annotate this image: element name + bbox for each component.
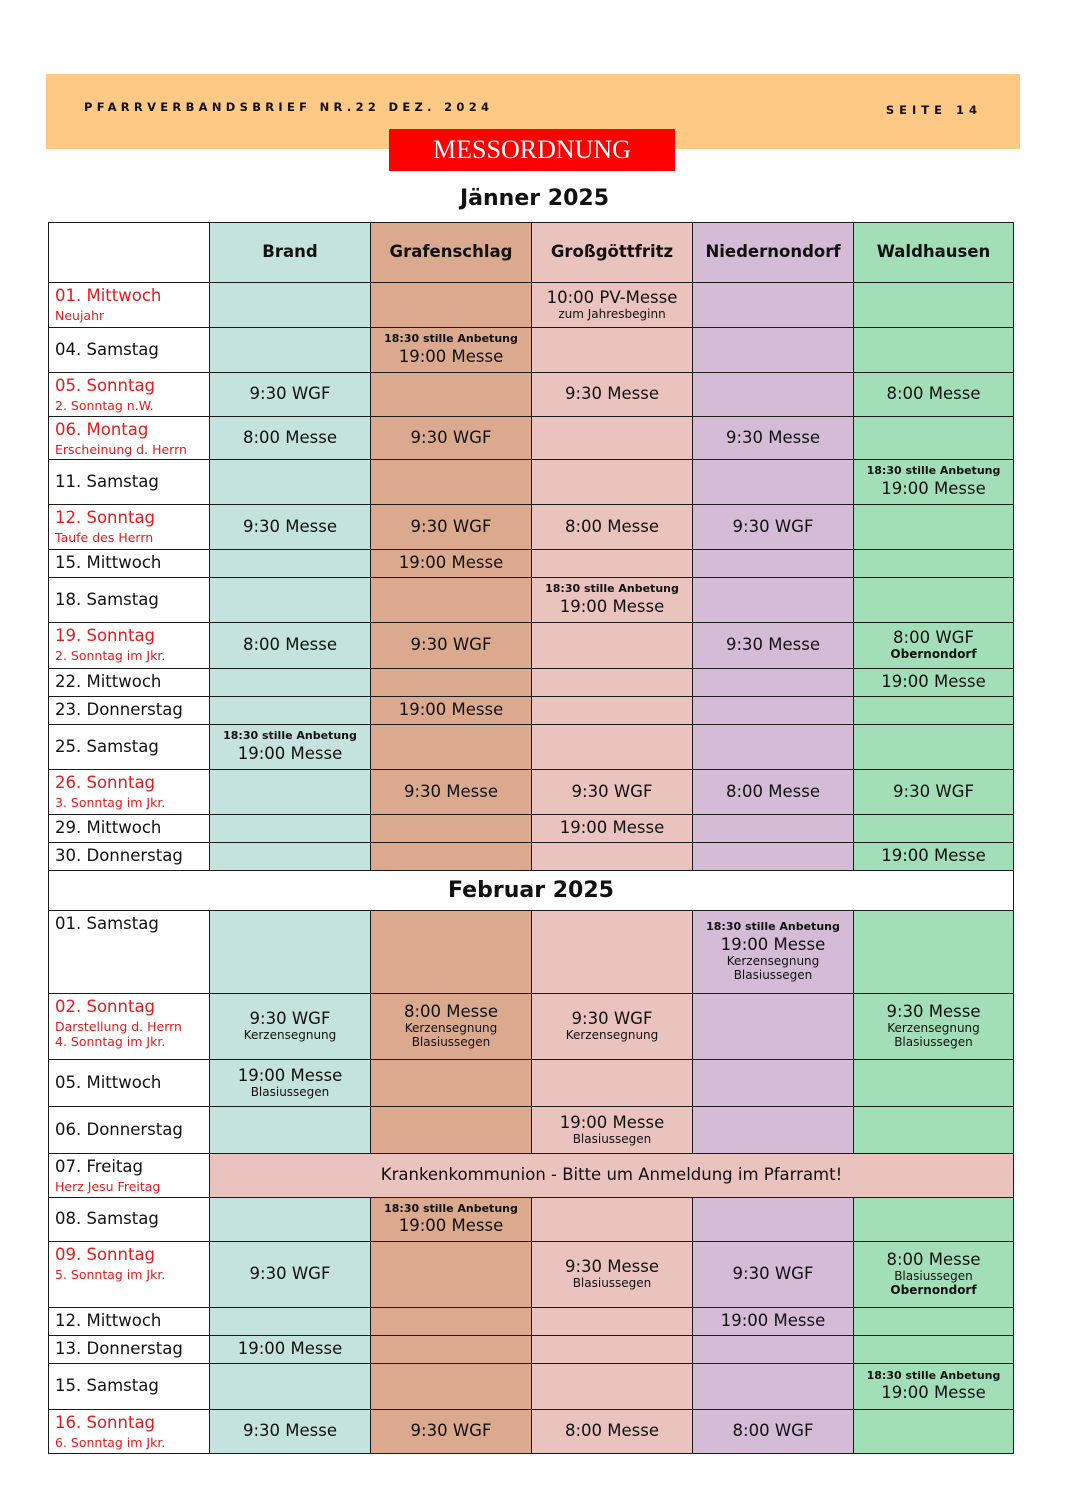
cell-service: 8:00 WGF (893, 628, 974, 648)
cell-service: 9:30 WGF (571, 1009, 653, 1029)
schedule-row (49, 623, 1014, 669)
cell-service: 8:00 Messe (564, 1421, 660, 1441)
liturgical-note: 6. Sonntag im Jkr. (55, 1434, 166, 1450)
cell-niedernondorf (693, 550, 854, 578)
day-label: 04. Samstag (55, 339, 159, 359)
cell-note: Blasiussegen (894, 1269, 973, 1284)
cell-service: 9:30 Messe (564, 384, 660, 404)
liturgical-note: Taufe des Herrn (55, 529, 154, 545)
cell-service: 19:00 Messe (881, 478, 986, 498)
cell-brand (210, 1198, 371, 1242)
schedule-row (49, 1154, 1014, 1198)
cell-grafenschlag (371, 1198, 532, 1242)
month-title-february: Februar 2025 (49, 871, 1014, 911)
cell-service: 9:30 Messe (725, 635, 821, 655)
cell-service: 9:30 WGF (249, 384, 331, 404)
cell-service: 9:30 WGF (410, 427, 492, 447)
cell-service: 8:00 Messe (242, 427, 338, 447)
cell-waldhausen (854, 697, 1014, 725)
cell-niedernondorf (693, 417, 854, 460)
cell-brand (210, 460, 371, 505)
cell-service: 10:00 PV-Messe (546, 287, 678, 307)
cell-service: 19:00 Messe (720, 935, 826, 955)
schedule-row (49, 373, 1014, 417)
cell-grafenschlag (371, 505, 532, 550)
cell-brand (210, 283, 371, 328)
cell-niedernondorf (693, 1242, 854, 1308)
cell-grossgoettfritz (532, 1242, 693, 1308)
cell-service: 19:00 Messe (881, 1383, 986, 1403)
liturgical-note: 2. Sonntag n.W. (55, 397, 154, 413)
day-cell (49, 843, 210, 871)
liturgical-note: Darstellung d. Herrn (55, 1018, 182, 1034)
day-cell (49, 1242, 210, 1308)
cell-grossgoettfritz (532, 578, 693, 623)
day-cell (49, 669, 210, 697)
day-cell (49, 1154, 210, 1198)
cell-grafenschlag (371, 623, 532, 669)
schedule-row (49, 1060, 1014, 1107)
column-header-niedernondorf: Niedernondorf (693, 223, 854, 283)
cell-grossgoettfritz (532, 1198, 693, 1242)
cell-service: 19:00 Messe (881, 672, 986, 692)
cell-waldhausen (854, 815, 1014, 843)
cell-service: 9:30 WGF (410, 516, 492, 536)
day-label: 13. Donnerstag (55, 1339, 183, 1358)
day-label: 16. Sonntag (55, 1413, 156, 1432)
day-label: 01. Mittwoch (55, 286, 162, 305)
cell-niedernondorf (693, 283, 854, 328)
cell-niedernondorf (693, 669, 854, 697)
cell-service: 9:30 WGF (410, 635, 492, 655)
schedule-row (49, 770, 1014, 815)
schedule-row (49, 1198, 1014, 1242)
schedule-row (49, 911, 1014, 994)
cell-grossgoettfritz (532, 550, 693, 578)
cell-grossgoettfritz (532, 843, 693, 871)
cell-brand (210, 623, 371, 669)
cell-service: 19:00 Messe (398, 700, 504, 720)
liturgical-note: Neujahr (55, 307, 105, 323)
cell-grossgoettfritz (532, 283, 693, 328)
cell-note: 18:30 stille Anbetung (545, 582, 679, 596)
cell-grafenschlag (371, 550, 532, 578)
schedule-row (49, 1336, 1014, 1364)
cell-grafenschlag (371, 770, 532, 815)
cell-waldhausen (854, 417, 1014, 460)
cell-waldhausen (854, 1308, 1014, 1336)
cell-note: Blasiussegen (894, 1034, 973, 1049)
day-label: 06. Montag (55, 420, 149, 439)
day-cell (49, 994, 210, 1060)
cell-waldhausen (854, 1060, 1014, 1107)
cell-service: 19:00 Messe (237, 743, 343, 763)
liturgical-note: 2. Sonntag im Jkr. (55, 647, 166, 663)
day-label: 05. Mittwoch (55, 1072, 162, 1092)
cell-waldhausen (854, 1107, 1014, 1154)
cell-service: 9:30 WGF (732, 516, 814, 536)
page-title: MESSORDNUNG (389, 129, 675, 171)
cell-note: Obernondorf (890, 647, 977, 662)
column-header-brand: Brand (210, 223, 371, 283)
cell-waldhausen (854, 1410, 1014, 1454)
cell-brand (210, 1060, 371, 1107)
schedule-row (49, 1410, 1014, 1454)
cell-grossgoettfritz (532, 1364, 693, 1410)
schedule-row (49, 328, 1014, 373)
schedule-row (49, 460, 1014, 505)
cell-grafenschlag (371, 1308, 532, 1336)
cell-brand (210, 725, 371, 770)
cell-niedernondorf (693, 1060, 854, 1107)
cell-niedernondorf (693, 843, 854, 871)
day-label: 26. Sonntag (55, 773, 156, 792)
cell-grafenschlag (371, 697, 532, 725)
cell-grossgoettfritz (532, 994, 693, 1060)
page-number: SEITE 14 (885, 103, 982, 117)
schedule-row (49, 669, 1014, 697)
column-header-grossgoettfritz: Großgöttfritz (532, 223, 693, 283)
liturgical-note: 5. Sonntag im Jkr. (55, 1266, 166, 1282)
schedule-row (49, 505, 1014, 550)
day-label: 18. Samstag (55, 589, 159, 609)
cell-grossgoettfritz (532, 460, 693, 505)
newsletter-title: PFARRVERBANDSBRIEF NR.22 DEZ. 2024 (84, 100, 494, 114)
cell-brand (210, 505, 371, 550)
day-cell (49, 725, 210, 770)
cell-niedernondorf (693, 1410, 854, 1454)
cell-note: Blasiussegen (733, 967, 813, 982)
cell-note: Blasiussegen (572, 1131, 652, 1146)
cell-niedernondorf (693, 911, 854, 994)
cell-niedernondorf (693, 460, 854, 505)
schedule-row (49, 843, 1014, 871)
day-cell (49, 578, 210, 623)
cell-service: 9:30 Messe (242, 1421, 338, 1441)
cell-brand (210, 1308, 371, 1336)
day-cell (49, 505, 210, 550)
cell-note: 18:30 stille Anbetung (866, 464, 1001, 478)
schedule-row (49, 283, 1014, 328)
cell-niedernondorf (693, 373, 854, 417)
cell-grafenschlag (371, 994, 532, 1060)
cell-service: 9:30 WGF (732, 1264, 814, 1284)
header-row (49, 223, 1014, 283)
cell-grossgoettfritz (532, 1060, 693, 1107)
cell-service: 9:30 Messe (886, 1002, 981, 1022)
day-cell (49, 328, 210, 373)
cell-brand (210, 770, 371, 815)
cell-service: 19:00 Messe (237, 1339, 343, 1359)
cell-note: 18:30 stille Anbetung (384, 332, 518, 346)
cell-waldhausen (854, 283, 1014, 328)
day-cell (49, 911, 210, 994)
corner-cell (49, 223, 210, 283)
cell-grossgoettfritz (532, 417, 693, 460)
day-cell (49, 373, 210, 417)
cell-waldhausen (854, 373, 1014, 417)
cell-grafenschlag (371, 1242, 532, 1308)
schedule-row (49, 1242, 1014, 1308)
cell-brand (210, 328, 371, 373)
cell-service: 8:00 Messe (725, 781, 821, 801)
day-label: 30. Donnerstag (55, 846, 183, 865)
cell-niedernondorf (693, 1364, 854, 1410)
cell-brand (210, 697, 371, 725)
day-label: 15. Samstag (55, 1376, 159, 1396)
cell-grossgoettfritz (532, 725, 693, 770)
cell-niedernondorf (693, 1308, 854, 1336)
cell-brand (210, 373, 371, 417)
cell-service: 19:00 Messe (720, 1311, 826, 1331)
cell-waldhausen (854, 994, 1014, 1060)
cell-waldhausen (854, 725, 1014, 770)
cell-grafenschlag (371, 911, 532, 994)
day-cell (49, 1410, 210, 1454)
liturgical-note: 3. Sonntag im Jkr. (55, 794, 166, 810)
cell-service: 8:00 Messe (403, 1002, 499, 1022)
month-title-january: Jänner 2025 (459, 186, 609, 211)
cell-brand (210, 550, 371, 578)
cell-waldhausen (854, 328, 1014, 373)
cell-grafenschlag (371, 328, 532, 373)
cell-service: 19:00 Messe (398, 346, 504, 366)
cell-brand (210, 1410, 371, 1454)
schedule-row (49, 815, 1014, 843)
day-cell (49, 460, 210, 505)
liturgical-note: Herz Jesu Freitag (55, 1178, 161, 1194)
day-label: 12. Mittwoch (55, 1311, 162, 1330)
cell-waldhausen (854, 1336, 1014, 1364)
cell-grafenschlag (371, 669, 532, 697)
day-label: 08. Samstag (55, 1209, 159, 1229)
cell-note: 18:30 stille Anbetung (866, 1368, 1001, 1382)
day-cell (49, 1364, 210, 1410)
cell-waldhausen (854, 505, 1014, 550)
day-cell (49, 1107, 210, 1154)
day-label: 06. Donnerstag (55, 1119, 183, 1139)
cell-grossgoettfritz (532, 373, 693, 417)
cell-note: Kerzensegnung (887, 1021, 980, 1036)
day-label: 09. Sonntag (55, 1245, 156, 1264)
cell-note: Blasiussegen (572, 1276, 652, 1291)
cell-grafenschlag (371, 417, 532, 460)
day-label: 05. Sonntag (55, 376, 156, 395)
cell-note: Blasiussegen (411, 1034, 491, 1049)
cell-grossgoettfritz (532, 1336, 693, 1364)
cell-service: 8:00 Messe (242, 635, 338, 655)
cell-service: 19:00 Messe (559, 596, 665, 616)
cell-service: 19:00 Messe (398, 1216, 504, 1236)
cell-grafenschlag (371, 283, 532, 328)
day-label: 02. Sonntag (55, 997, 156, 1016)
day-label: 19. Sonntag (55, 626, 156, 645)
cell-note: Kerzensegnung (726, 954, 820, 968)
cell-grafenschlag (371, 1060, 532, 1107)
cell-grossgoettfritz (532, 697, 693, 725)
cell-service: 8:00 Messe (886, 384, 981, 404)
cell-service: 9:30 WGF (410, 1421, 492, 1441)
cell-brand (210, 843, 371, 871)
liturgical-note-2: 4. Sonntag im Jkr. (55, 1034, 166, 1050)
schedule-row (49, 1107, 1014, 1154)
cell-service: 19:00 Messe (559, 818, 665, 838)
cell-waldhausen (854, 911, 1014, 994)
cell-note: Kerzensegnung (565, 1028, 659, 1043)
schedule-row (49, 417, 1014, 460)
day-label: 29. Mittwoch (55, 818, 162, 837)
cell-grafenschlag (371, 373, 532, 417)
cell-brand (210, 669, 371, 697)
cell-brand (210, 815, 371, 843)
cell-service: 9:30 Messe (725, 427, 821, 447)
cell-note: Obernondorf (890, 1282, 977, 1297)
cell-niedernondorf (693, 770, 854, 815)
cell-grossgoettfritz (532, 770, 693, 815)
cell-grossgoettfritz (532, 505, 693, 550)
cell-niedernondorf (693, 623, 854, 669)
cell-note: zum Jahresbeginn (558, 306, 666, 321)
schedule-row (49, 697, 1014, 725)
schedule-row (49, 1308, 1014, 1336)
day-label: 07. Freitag (55, 1157, 143, 1176)
column-header-grafenschlag: Grafenschlag (371, 223, 532, 283)
cell-note: 18:30 stille Anbetung (706, 920, 840, 934)
cell-niedernondorf (693, 1198, 854, 1242)
cell-service: 9:30 WGF (249, 1009, 331, 1029)
cell-brand (210, 911, 371, 994)
column-header-waldhausen: Waldhausen (854, 223, 1014, 283)
cell-waldhausen (854, 843, 1014, 871)
cell-waldhausen (854, 669, 1014, 697)
cell-service: 19:00 Messe (881, 846, 986, 866)
cell-note: 18:30 stille Anbetung (384, 1201, 518, 1215)
cell-grossgoettfritz (532, 1308, 693, 1336)
cell-service: 8:00 WGF (732, 1421, 814, 1441)
cell-service: 8:00 Messe (886, 1250, 981, 1270)
cell-service: 9:30 Messe (403, 781, 499, 801)
day-label: 11. Samstag (55, 471, 159, 491)
cell-niedernondorf (693, 1107, 854, 1154)
cell-note: 18:30 stille Anbetung (223, 729, 357, 743)
day-cell (49, 1198, 210, 1242)
cell-grafenschlag (371, 1410, 532, 1454)
cell-waldhausen (854, 460, 1014, 505)
cell-service: 19:00 Messe (237, 1065, 343, 1085)
cell-service: 9:30 Messe (564, 1257, 660, 1277)
cell-grafenschlag (371, 815, 532, 843)
day-cell (49, 697, 210, 725)
cell-niedernondorf (693, 328, 854, 373)
cell-waldhausen (854, 1364, 1014, 1410)
cell-brand (210, 1364, 371, 1410)
schedule-row (49, 1364, 1014, 1410)
day-cell (49, 283, 210, 328)
mass-schedule-table (48, 222, 1014, 1454)
cell-waldhausen (854, 1198, 1014, 1242)
cell-niedernondorf (693, 994, 854, 1060)
cell-service: 19:00 Messe (559, 1112, 665, 1132)
cell-grossgoettfritz (532, 815, 693, 843)
day-cell (49, 1060, 210, 1107)
cell-service: 9:30 WGF (571, 781, 653, 801)
cell-brand (210, 1242, 371, 1308)
cell-niedernondorf (693, 505, 854, 550)
day-label: 15. Mittwoch (55, 553, 162, 572)
day-cell (49, 770, 210, 815)
cell-note: Kerzensegnung (404, 1021, 498, 1036)
day-cell (49, 623, 210, 669)
day-cell (49, 417, 210, 460)
schedule-row (49, 994, 1014, 1060)
cell-service: 9:30 WGF (249, 1264, 331, 1284)
day-label: 25. Samstag (55, 736, 159, 756)
cell-service: 9:30 Messe (242, 516, 338, 536)
day-label: 12. Sonntag (55, 508, 156, 527)
day-cell (49, 1308, 210, 1336)
schedule-row (49, 725, 1014, 770)
cell-note: Kerzensegnung (243, 1028, 337, 1043)
cell-brand (210, 1336, 371, 1364)
cell-grossgoettfritz (532, 1410, 693, 1454)
cell-note: Blasiussegen (250, 1084, 330, 1099)
cell-grossgoettfritz (532, 911, 693, 994)
cell-grossgoettfritz (532, 623, 693, 669)
cell-brand (210, 1107, 371, 1154)
cell-grossgoettfritz (532, 328, 693, 373)
cell-niedernondorf (693, 1336, 854, 1364)
liturgical-note: Erscheinung d. Herrn (55, 441, 187, 457)
schedule-row (49, 550, 1014, 578)
cell-grafenschlag (371, 578, 532, 623)
cell-waldhausen (854, 1242, 1014, 1308)
cell-brand (210, 578, 371, 623)
cell-waldhausen (854, 550, 1014, 578)
cell-grossgoettfritz (532, 1107, 693, 1154)
cell-niedernondorf (693, 578, 854, 623)
cell-waldhausen (854, 623, 1014, 669)
day-label: 23. Donnerstag (55, 700, 183, 719)
cell-niedernondorf (693, 697, 854, 725)
cell-niedernondorf (693, 815, 854, 843)
cell-grafenschlag (371, 1364, 532, 1410)
cell-grossgoettfritz (532, 669, 693, 697)
day-cell (49, 1336, 210, 1364)
cell-brand (210, 417, 371, 460)
cell-grafenschlag (371, 1336, 532, 1364)
cell-grafenschlag (371, 725, 532, 770)
cell-service: 9:30 WGF (893, 781, 974, 801)
cell-waldhausen (854, 578, 1014, 623)
day-label: 01. Samstag (55, 914, 159, 933)
announcement-cell: Krankenkommunion - Bitte um Anmeldung im Pfarramt! (210, 1154, 1014, 1198)
cell-grafenschlag (371, 843, 532, 871)
day-label: 22. Mittwoch (55, 672, 162, 691)
cell-service: 19:00 Messe (398, 553, 504, 573)
cell-grafenschlag (371, 460, 532, 505)
month-row-february (49, 871, 1014, 911)
day-cell (49, 550, 210, 578)
day-cell (49, 815, 210, 843)
cell-waldhausen (854, 770, 1014, 815)
cell-brand (210, 994, 371, 1060)
cell-grafenschlag (371, 1107, 532, 1154)
schedule-row (49, 578, 1014, 623)
cell-service: 8:00 Messe (564, 516, 660, 536)
cell-niedernondorf (693, 725, 854, 770)
